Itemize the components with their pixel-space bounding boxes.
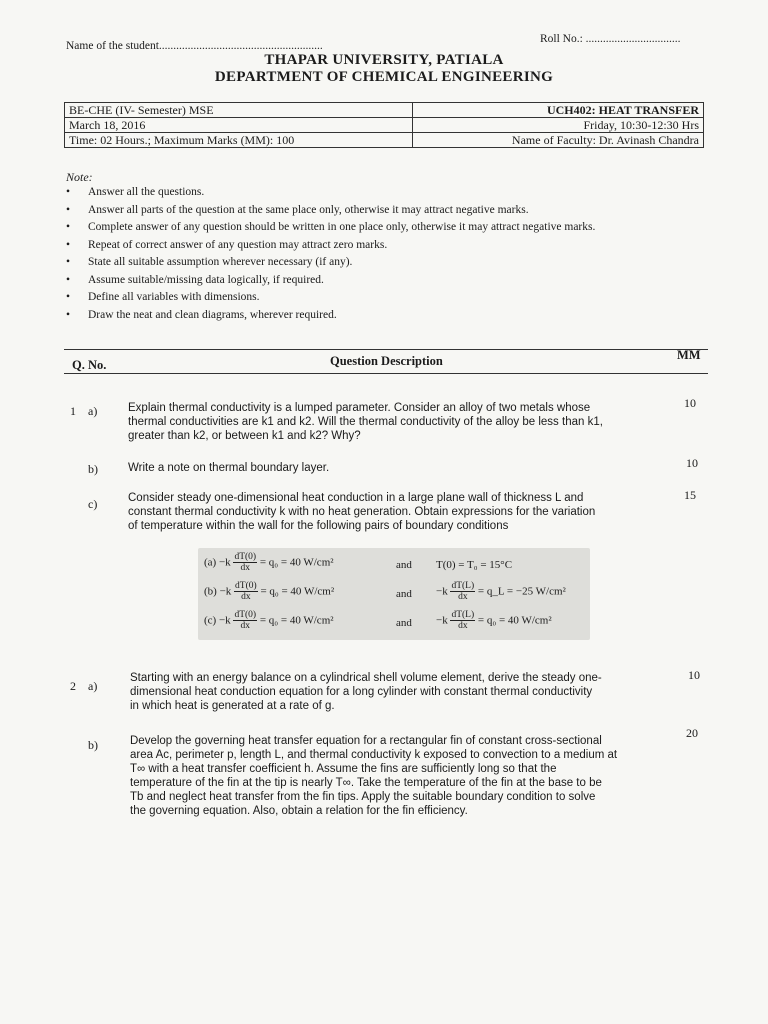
question-2a-text: Starting with an energy balance on a cylindrical shell volume element, derive the steady one- dimensional heat conduction equation for a long cylinder with constant thermal conductivity in which heat is generated at a rate of g. — [130, 672, 602, 712]
instruction-item: • State all suitable assumption wherever necessary (if any). — [66, 254, 595, 272]
university-title: THAPAR UNIVERSITY, PATIALA — [264, 52, 504, 68]
question-1a-text: Explain thermal conductivity is a lumped parameter. Consider an alloy of two metals whose thermal conductivities are k1 and k2. Will the thermal conductivity of the alloy be less than k1, greater than k2, or between k1 and k2? Why? — [128, 402, 603, 442]
schedule-cell: Friday, 10:30-12:30 Hrs — [412, 118, 703, 133]
student-name-field: Name of the student......................................................... — [66, 40, 323, 52]
subpart-label: b) — [88, 738, 98, 752]
marks-value: 10 — [686, 456, 698, 470]
equation-row-c: (c) −k $\frac{dT(0)}{dx}$ = q₀ = 40 W/cm² and −k $\frac{dT(L)}{dx}$ = q₀ = 40 W/cm² — [204, 610, 552, 631]
time-marks-cell: Time: 02 Hours.; Maximum Marks (MM): 100 — [65, 133, 413, 148]
question-number: 1 — [70, 404, 76, 418]
column-header-marks: MM — [677, 348, 701, 362]
divider — [64, 373, 708, 374]
instruction-item: • Complete answer of any question should be written in one place only, otherwise it may attract negative marks. — [66, 219, 595, 237]
instruction-item: • Draw the neat and clean diagrams, wherever required. — [66, 307, 595, 325]
column-header-description: Question Description — [330, 354, 443, 368]
column-header-qno: Q. No. — [72, 358, 107, 372]
instruction-item: • Define all variables with dimensions. — [66, 289, 595, 307]
instruction-item: • Assume suitable/missing data logically, if required. — [66, 272, 595, 290]
marks-value: 10 — [688, 668, 700, 682]
instruction-item: • Repeat of correct answer of any question may attract zero marks. — [66, 237, 595, 255]
instruction-item: • Answer all the questions. — [66, 184, 595, 202]
exam-info-table — [64, 102, 704, 148]
instruction-item: • Answer all parts of the question at the same place only, otherwise it may attract negative marks. — [66, 202, 595, 220]
boundary-conditions-equations — [198, 548, 590, 640]
date-cell: March 18, 2016 — [65, 118, 413, 133]
marks-value: 20 — [686, 726, 698, 740]
marks-value: 15 — [684, 488, 696, 502]
subpart-label: a) — [88, 404, 98, 418]
question-2b-text: Develop the governing heat transfer equation for a rectangular fin of constant cross-sectional area Ac, perimeter p, length L, and thermal conductivity k exposed to convection to a medium at T∞ with a heat transfer coefficient h. Assume the fins are sufficiently long so that the temperature of the fin at the tip is nearly T∞. Take the temperature of the fin at the base to be Tb and neglect heat transfer from the fin tips. Apply the suitable boundary condition to solve the governing equation. Also, obtain a relation for the fin efficiency. — [130, 735, 618, 817]
faculty-cell: Name of Faculty: Dr. Avinash Chandra — [412, 133, 703, 148]
subject-cell: UCH402: HEAT TRANSFER — [412, 103, 703, 118]
subpart-label: a) — [88, 679, 98, 693]
department-title: DEPARTMENT OF CHEMICAL ENGINEERING — [214, 69, 554, 85]
marks-value: 10 — [684, 396, 696, 410]
equation-row-a: (a) −k $\frac{dT(0)}{dx}$ = q₀ = 40 W/cm² and T(0) = T₀ = 15°C — [204, 552, 513, 573]
subpart-label: c) — [88, 497, 98, 511]
subpart-label: b) — [88, 462, 98, 476]
note-title: Note: — [66, 170, 93, 184]
course-cell: BE-CHE (IV- Semester) MSE — [65, 103, 413, 118]
question-number: 2 — [70, 679, 76, 693]
divider — [64, 349, 708, 350]
question-1b-text: Write a note on thermal boundary layer. — [128, 462, 330, 474]
instructions-list — [66, 184, 595, 324]
roll-number-field: Roll No.: ................................. — [540, 33, 681, 45]
question-1c-text: Consider steady one-dimensional heat conduction in a large plane wall of thickness L and constant thermal conductivity k with no heat generation. Obtain expressions for the variation of temperature within the wall for the following pairs of boundary conditions — [128, 492, 596, 532]
equation-row-b: (b) −k $\frac{dT(0)}{dx}$ = q₀ = 40 W/cm² and −k $\frac{dT(L)}{dx}$ = q_L = −25 W/cm² — [204, 581, 566, 602]
